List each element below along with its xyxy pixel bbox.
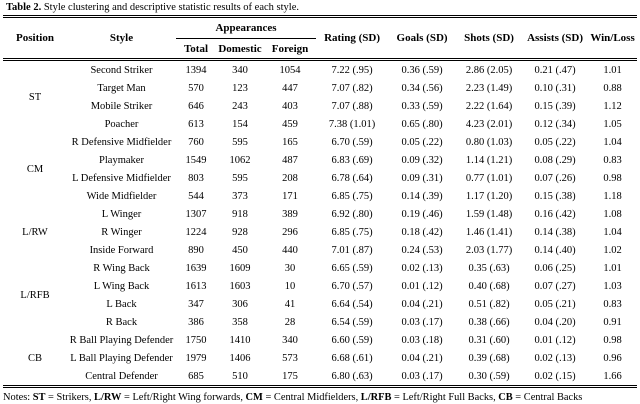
table-row [3, 79, 637, 97]
cell-foreign: 30 [284, 262, 296, 274]
table-row [3, 367, 637, 387]
col-header-foreign: Foreign [271, 42, 309, 55]
cell-total: 1639 [185, 262, 207, 274]
cell-foreign: 165 [282, 136, 298, 148]
cell-goals: 0.03 (.17) [401, 316, 443, 328]
cell-rating: 6.80 (.63) [331, 370, 373, 382]
col-header-total: Total [183, 42, 209, 55]
cell-shots: 2.22 (1.64) [465, 100, 513, 112]
cell-shots: 2.86 (2.05) [465, 64, 513, 76]
cell-shots: 0.51 (.82) [468, 298, 510, 310]
cell-total: 890 [188, 244, 204, 256]
cell-rating: 6.85 (.75) [331, 226, 373, 238]
cell-goals: 0.14 (.39) [401, 190, 443, 202]
notes-text: Notes: [3, 392, 33, 403]
notes-abbr: ST [32, 392, 46, 403]
cell-total: 1224 [185, 226, 207, 238]
cell-shots: 0.77 (1.01) [465, 172, 513, 184]
cell-style: L Winger [101, 208, 142, 220]
cell-total: 760 [188, 136, 204, 148]
cell-shots: 2.23 (1.49) [465, 82, 513, 94]
cell-foreign: 440 [282, 244, 298, 256]
cell-rating: 6.68 (.61) [331, 352, 373, 364]
cell-goals: 0.34 (.56) [401, 82, 443, 94]
table-row [3, 277, 637, 295]
cell-goals: 0.09 (.32) [401, 154, 443, 166]
cell-winloss: 0.88 [603, 82, 622, 94]
style-clustering-table [3, 15, 637, 388]
cell-foreign: 447 [282, 82, 298, 94]
cell-domestic: 243 [232, 100, 248, 112]
cell-goals: 0.33 (.59) [401, 100, 443, 112]
table-header [3, 17, 637, 60]
cell-domestic: 1410 [229, 334, 251, 346]
cell-goals: 0.04 (.21) [401, 352, 443, 364]
cell-shots: 0.80 (1.03) [465, 136, 513, 148]
table-row [3, 205, 637, 223]
cell-total: 544 [188, 190, 204, 202]
cell-rating: 7.07 (.88) [331, 100, 373, 112]
cell-shots: 1.17 (1.20) [465, 190, 513, 202]
cell-winloss: 0.83 [603, 154, 622, 166]
cell-domestic: 450 [232, 244, 248, 256]
cell-domestic: 358 [232, 316, 248, 328]
table-row [3, 60, 637, 80]
cell-rating: 6.54 (.59) [331, 316, 373, 328]
cell-shots: 1.14 (1.21) [465, 154, 513, 166]
table-caption [6, 2, 637, 14]
notes-text: = Left/Right Full Backs, [391, 392, 499, 403]
cell-assists: 0.14 (.38) [534, 226, 576, 238]
cell-style: Wide Midfielder [86, 190, 157, 202]
cell-style: L Wing Back [93, 280, 150, 292]
cell-assists: 0.12 (.34) [534, 118, 576, 130]
table-body [3, 60, 637, 387]
cell-assists: 0.16 (.42) [534, 208, 576, 220]
table-row [3, 223, 637, 241]
cell-total: 1307 [185, 208, 207, 220]
cell-rating: 7.22 (.95) [331, 64, 373, 76]
notes-abbr: CB [498, 392, 513, 403]
cell-assists: 0.02 (.15) [534, 370, 576, 382]
cell-rating: 6.64 (.54) [331, 298, 373, 310]
cell-winloss: 1.01 [603, 262, 622, 274]
cell-shots: 0.31 (.60) [468, 334, 510, 346]
table-row [3, 241, 637, 259]
cell-assists: 0.15 (.39) [534, 100, 576, 112]
cell-style: Inside Forward [89, 244, 154, 256]
cell-winloss: 1.04 [603, 136, 622, 148]
col-header-goals: Goals (SD) [396, 32, 448, 44]
table-notes [3, 391, 637, 404]
cell-winloss: 1.02 [603, 244, 622, 256]
cell-shots: 0.30 (.59) [468, 370, 510, 382]
cell-domestic: 373 [232, 190, 248, 202]
cell-style: R Winger [101, 226, 142, 238]
cell-rating: 7.07 (.82) [331, 82, 373, 94]
cell-goals: 0.04 (.21) [401, 298, 443, 310]
notes-text: = Central Backs [512, 392, 583, 403]
cell-goals: 0.65 (.80) [401, 118, 443, 130]
cell-total: 685 [188, 370, 204, 382]
cell-total: 1549 [185, 154, 207, 166]
cell-assists: 0.01 (.12) [534, 334, 576, 346]
col-header-appearances: Appearances [176, 17, 316, 39]
cell-foreign: 340 [282, 334, 298, 346]
cell-assists: 0.10 (.31) [534, 82, 576, 94]
table-row [3, 187, 637, 205]
cell-rating: 6.70 (.57) [331, 280, 373, 292]
cell-foreign: 175 [282, 370, 298, 382]
table-caption-text: Style clustering and descriptive statistic results of each style. [41, 2, 299, 13]
cell-style: L Back [106, 298, 137, 310]
cell-winloss: 1.01 [603, 64, 622, 76]
cell-total: 646 [188, 100, 204, 112]
cell-winloss: 1.04 [603, 226, 622, 238]
cell-shots: 4.23 (2.01) [465, 118, 513, 130]
cell-position-cb: CB [27, 352, 42, 364]
cell-assists: 0.02 (.13) [534, 352, 576, 364]
cell-style: R Wing Back [93, 262, 150, 274]
cell-foreign: 28 [284, 316, 296, 328]
cell-foreign: 459 [282, 118, 298, 130]
cell-foreign: 487 [282, 154, 298, 166]
cell-total: 613 [188, 118, 204, 130]
cell-shots: 0.39 (.68) [468, 352, 510, 364]
table-row [3, 97, 637, 115]
table-row [3, 115, 637, 133]
cell-goals: 0.03 (.17) [401, 370, 443, 382]
cell-total: 1613 [185, 280, 207, 292]
cell-shots: 0.35 (.63) [468, 262, 510, 274]
col-header-domestic: Domestic [218, 42, 262, 55]
cell-style: Playmaker [99, 154, 144, 166]
col-header-rating: Rating (SD) [324, 32, 380, 44]
cell-total: 1750 [185, 334, 207, 346]
cell-assists: 0.05 (.21) [534, 298, 576, 310]
cell-rating: 6.60 (.59) [331, 334, 373, 346]
cell-domestic: 595 [232, 172, 248, 184]
cell-style: L Defensive Midfielder [72, 172, 171, 184]
cell-position-cm: CM [26, 163, 44, 175]
cell-foreign: 403 [282, 100, 298, 112]
cell-assists: 0.04 (.20) [534, 316, 576, 328]
cell-domestic: 928 [232, 226, 248, 238]
col-header-assists: Assists (SD) [527, 32, 583, 44]
cell-shots: 1.46 (1.41) [465, 226, 513, 238]
cell-position-st: ST [28, 91, 42, 103]
cell-domestic: 154 [232, 118, 248, 130]
cell-style: R Ball Playing Defender [69, 334, 174, 346]
cell-shots: 2.03 (1.77) [465, 244, 513, 256]
cell-style: L Ball Playing Defender [70, 352, 173, 364]
cell-style: Central Defender [85, 370, 158, 382]
notes-text: = Left/Right Wing forwards, [121, 392, 246, 403]
cell-winloss: 0.96 [603, 352, 622, 364]
cell-goals: 0.24 (.53) [401, 244, 443, 256]
cell-shots: 0.38 (.66) [468, 316, 510, 328]
cell-assists: 0.06 (.25) [534, 262, 576, 274]
cell-domestic: 306 [232, 298, 248, 310]
cell-goals: 0.19 (.46) [401, 208, 443, 220]
table-row [3, 151, 637, 169]
cell-total: 347 [188, 298, 204, 310]
cell-assists: 0.05 (.22) [534, 136, 576, 148]
table-row [3, 349, 637, 367]
cell-winloss: 1.03 [603, 280, 622, 292]
cell-total: 570 [188, 82, 204, 94]
cell-foreign: 1054 [279, 64, 301, 76]
cell-assists: 0.08 (.29) [534, 154, 576, 166]
cell-style: Target Man [97, 82, 146, 94]
col-header-shots: Shots (SD) [464, 32, 514, 44]
table-row [3, 331, 637, 349]
table-row [3, 295, 637, 313]
cell-domestic: 1062 [229, 154, 251, 166]
cell-goals: 0.03 (.18) [401, 334, 443, 346]
cell-shots: 0.40 (.68) [468, 280, 510, 292]
table-caption-label: Table 2. [6, 2, 42, 13]
col-header-style: Style [109, 32, 134, 44]
cell-domestic: 340 [232, 64, 248, 76]
cell-style: R Defensive Midfielder [71, 136, 172, 148]
cell-rating: 7.38 (1.01) [328, 118, 376, 130]
cell-assists: 0.07 (.26) [534, 172, 576, 184]
notes-abbr: L/RFB [360, 392, 392, 403]
cell-winloss: 1.12 [603, 100, 622, 112]
cell-rating: 6.65 (.59) [331, 262, 373, 274]
cell-style: Mobile Striker [90, 100, 153, 112]
cell-domestic: 1609 [229, 262, 251, 274]
cell-rating: 7.01 (.87) [331, 244, 373, 256]
cell-goals: 0.02 (.13) [401, 262, 443, 274]
cell-domestic: 123 [232, 82, 248, 94]
notes-text: = Strikers, [45, 392, 95, 403]
cell-assists: 0.15 (.38) [534, 190, 576, 202]
cell-winloss: 0.98 [603, 334, 622, 346]
cell-foreign: 10 [284, 280, 296, 292]
cell-goals: 0.18 (.42) [401, 226, 443, 238]
cell-domestic: 510 [232, 370, 248, 382]
col-header-position: Position [16, 32, 54, 44]
cell-style: Poacher [104, 118, 139, 130]
header-row-1 [3, 17, 637, 39]
cell-position-l-rfb: L/RFB [20, 289, 50, 301]
cell-domestic: 1406 [229, 352, 251, 364]
cell-domestic: 918 [232, 208, 248, 220]
cell-winloss: 1.08 [603, 208, 622, 220]
cell-total: 803 [188, 172, 204, 184]
cell-goals: 0.05 (.22) [401, 136, 443, 148]
cell-style: R Back [105, 316, 138, 328]
col-header-winloss: Win/Loss [590, 32, 635, 44]
notes-text: = Central Midfielders, [262, 392, 361, 403]
cell-rating: 6.78 (.64) [331, 172, 373, 184]
table-row [3, 313, 637, 331]
cell-rating: 6.83 (.69) [331, 154, 373, 166]
cell-goals: 0.09 (.31) [401, 172, 443, 184]
cell-winloss: 0.91 [603, 316, 622, 328]
cell-goals: 0.36 (.59) [401, 64, 443, 76]
cell-total: 1394 [185, 64, 207, 76]
cell-total: 386 [188, 316, 204, 328]
cell-domestic: 595 [232, 136, 248, 148]
table-row [3, 259, 637, 277]
cell-winloss: 1.05 [603, 118, 622, 130]
cell-position-l-rw: L/RW [22, 226, 48, 238]
cell-winloss: 1.66 [603, 370, 622, 382]
cell-winloss: 1.18 [603, 190, 622, 202]
cell-goals: 0.01 (.12) [401, 280, 443, 292]
cell-foreign: 573 [282, 352, 298, 364]
cell-foreign: 208 [282, 172, 298, 184]
notes-abbr: CM [245, 392, 263, 403]
cell-foreign: 296 [282, 226, 298, 238]
cell-rating: 6.92 (.80) [331, 208, 373, 220]
cell-domestic: 1603 [229, 280, 251, 292]
cell-foreign: 41 [284, 298, 296, 310]
cell-total: 1979 [185, 352, 207, 364]
cell-foreign: 389 [282, 208, 298, 220]
cell-foreign: 171 [282, 190, 298, 202]
cell-rating: 6.70 (.59) [331, 136, 373, 148]
cell-winloss: 0.83 [603, 298, 622, 310]
table-row [3, 169, 637, 187]
cell-assists: 0.14 (.40) [534, 244, 576, 256]
cell-assists: 0.07 (.27) [534, 280, 576, 292]
cell-rating: 6.85 (.75) [331, 190, 373, 202]
cell-assists: 0.21 (.47) [534, 64, 576, 76]
notes-abbr: L/RW [94, 392, 122, 403]
cell-style: Second Striker [90, 64, 153, 76]
cell-winloss: 0.98 [603, 172, 622, 184]
table-row [3, 133, 637, 151]
cell-shots: 1.59 (1.48) [465, 208, 513, 220]
